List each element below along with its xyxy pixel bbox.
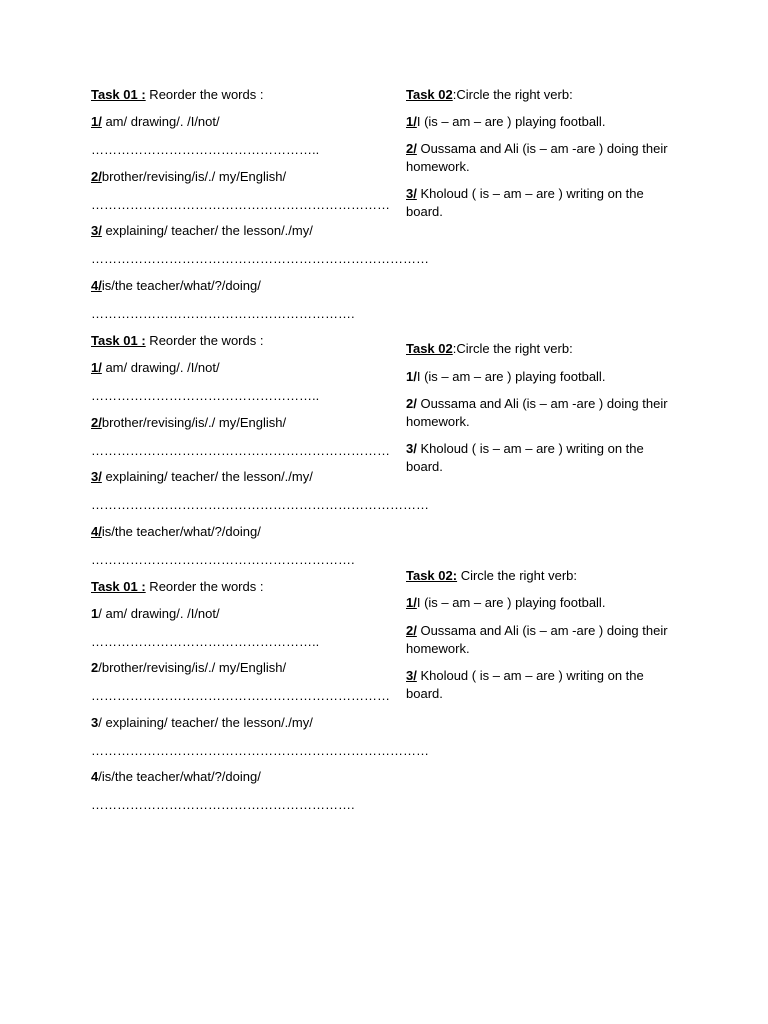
task02-item-3: 3/ Kholoud ( is – am – are ) writing on the board. (406, 441, 644, 474)
task02-item-1: 1/I (is – am – are ) playing football. (406, 595, 606, 610)
task01-title: Task 01 : Reorder the words : (91, 87, 264, 102)
task01-item-4: 4/is/the teacher/what/?/doing/ (91, 524, 261, 539)
answer-line: …………………………………………………………………… (91, 743, 429, 758)
task01-title: Task 01 : Reorder the words : (91, 579, 264, 594)
task01-item-3: 3/ explaining/ teacher/ the lesson/./my/ (91, 715, 313, 730)
task02-item-2: 2/ Oussama and Ali (is – am -are ) doing their homework. (406, 396, 668, 429)
task01-item-4: 4/is/the teacher/what/?/doing/ (91, 769, 261, 784)
answer-line: ……………………………………………………. (91, 552, 355, 567)
task01-item-2: 2/brother/revising/is/./ my/English/ (91, 169, 287, 184)
answer-line: …………………………………………….. (91, 142, 320, 157)
answer-line: …………………………………………………………… (91, 197, 390, 212)
task01-item-3: 3/ explaining/ teacher/ the lesson/./my/ (91, 469, 313, 484)
task01-item-1: 1/ am/ drawing/. /I/not/ (91, 114, 220, 129)
task02-title: Task 02:Circle the right verb: (406, 87, 573, 102)
answer-line: …………………………………………….. (91, 388, 320, 403)
task02-item-1: 1/I (is – am – are ) playing football. (406, 114, 606, 129)
answer-line: …………………………………………………………… (91, 443, 390, 458)
task02-title: Task 02:Circle the right verb: (406, 341, 573, 356)
task01-item-2: 2/brother/revising/is/./ my/English/ (91, 660, 287, 675)
task02-item-2: 2/ Oussama and Ali (is – am -are ) doing their homework. (406, 141, 668, 174)
task01-title: Task 01 : Reorder the words : (91, 333, 264, 348)
task01-item-3: 3/ explaining/ teacher/ the lesson/./my/ (91, 223, 313, 238)
answer-line: ……………………………………………………. (91, 797, 355, 812)
task02-item-1: 1/I (is – am – are ) playing football. (406, 369, 606, 384)
task02-item-3: 3/ Kholoud ( is – am – are ) writing on the board. (406, 668, 644, 701)
answer-line: …………………………………………….. (91, 634, 320, 649)
task01-item-4: 4/is/the teacher/what/?/doing/ (91, 278, 261, 293)
answer-line: …………………………………………………………… (91, 688, 390, 703)
task02-item-2: 2/ Oussama and Ali (is – am -are ) doing their homework. (406, 623, 668, 656)
task01-item-1: 1/ am/ drawing/. /I/not/ (91, 606, 220, 621)
task01-item-1: 1/ am/ drawing/. /I/not/ (91, 360, 220, 375)
answer-line: …………………………………………………………………… (91, 497, 429, 512)
task02-title: Task 02: Circle the right verb: (406, 568, 578, 583)
task02-item-3: 3/ Kholoud ( is – am – are ) writing on the board. (406, 186, 644, 219)
answer-line: …………………………………………………………………… (91, 251, 429, 266)
task01-item-2: 2/brother/revising/is/./ my/English/ (91, 415, 287, 430)
answer-line: ……………………………………………………. (91, 306, 355, 321)
